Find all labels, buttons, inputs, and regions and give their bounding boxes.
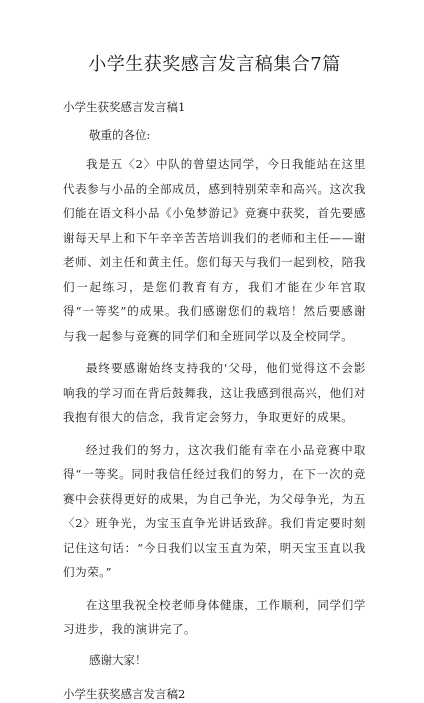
body-paragraph-4: 在这里我祝全校老师身体健康，工作顺利，同学们学习进步，我的演讲完了。 [63,597,366,636]
section-heading-1: 小学生获奖感言发言稿1 [63,100,186,114]
salutation: 敬重的各位: [89,128,151,142]
closing-line: 感谢大家！ [89,652,147,667]
body-paragraph-3: 经过我们的努力，这次我们能有幸在小品竞赛中取得“一等奖。同时我信任经过我们的努力，在下一次的竞赛中会获得更好的成果，为自己争光，为父母争光，为五〈2〉班争光，为宝玉直争光讲话致辞。我们肯定要时刻记住这句话：“今日我们以宝玉直为荣，明天宝玉直以我们为荣。” [63,442,366,579]
body-paragraph-2: 最终要感谢始终支持我的'父母，他们觉得这不会影响我的学习而在背后鼓舞我，这让我感到很高兴，他们对我抱有很大的信念，我肯定会努力，争取更好的成果。 [63,361,366,424]
document-title: 小学生获奖感言发言稿集合7篇 [88,54,341,75]
section-heading-2: 小学生获奖感言发言稿2 [63,686,186,701]
body-paragraph-1: 我是五〈2〉中队的曾望达同学，今日我能站在这里代表参与小品的全部成员，感到特别荣幸和高兴。这次我们能在语文科小品《小兔梦游记》竞赛中获奖，首先要感谢每天早上和下午辛辛苦苦培训我们的老师和主任——谢老师、刘主任和黄主任。您们每天与我们一起到校，陪我们一起练习，是您们教育有方，我们才能在少年宫取得“一等奖”的成果。我们感谢您们的栽培！然后要感谢与我一起参与竞赛的同学们和全班同学以及全校同学。 [63,157,366,343]
